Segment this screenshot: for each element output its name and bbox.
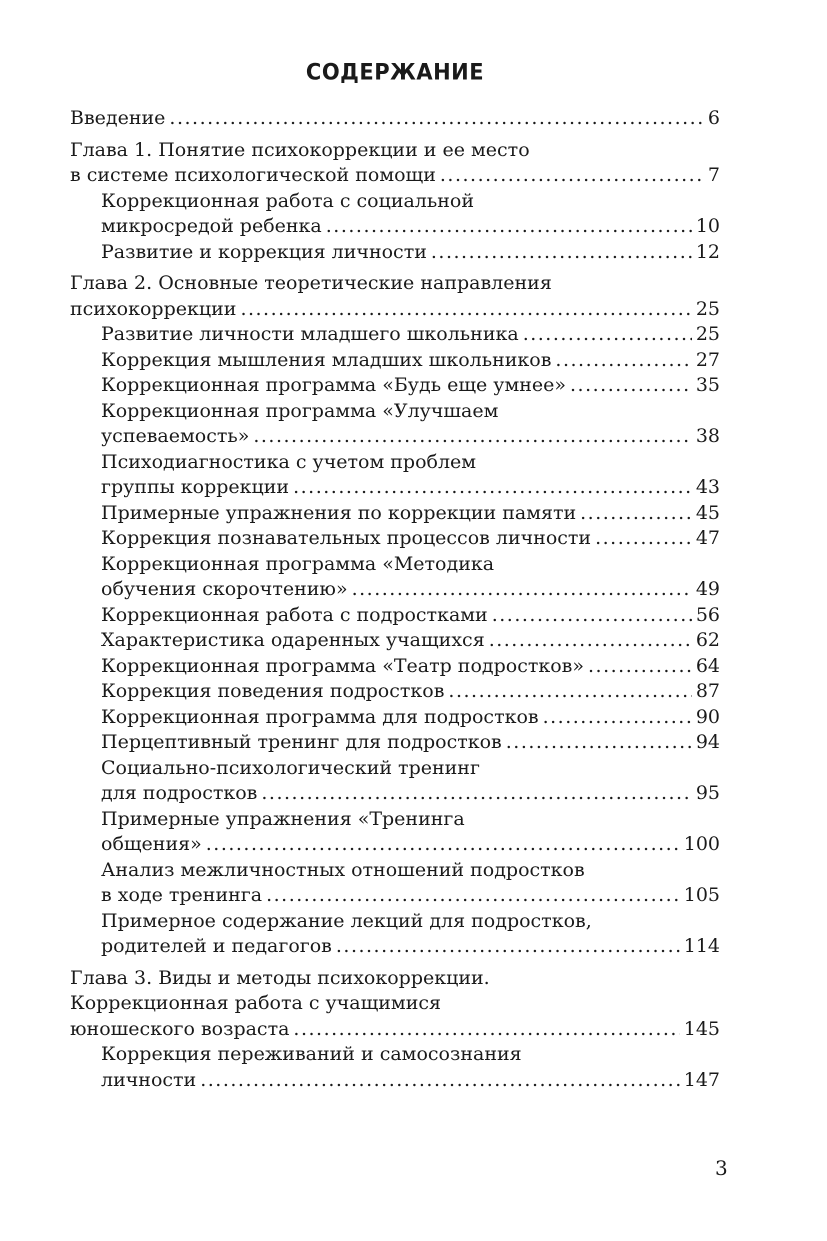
toc-entry-title-line: Примерные упражнения «Тренинга	[101, 807, 465, 830]
toc-entry[interactable]	[70, 858, 720, 909]
toc-entry-title: Введение	[70, 107, 166, 129]
toc-entry-title: Коррекционная программа «Будь еще умнее»	[101, 374, 566, 396]
toc-entry-title: Развитие и коррекция личности	[101, 240, 427, 263]
dot-leader	[431, 240, 692, 266]
toc-entry[interactable]	[70, 679, 720, 705]
dot-leader	[595, 526, 692, 552]
toc-entry-title-line: Коррекционная программа «Методика	[101, 552, 495, 575]
dot-leader	[440, 163, 704, 189]
toc-entry[interactable]	[70, 501, 720, 527]
toc-entry-title-line: Коррекционная работа с учащимися	[70, 992, 441, 1014]
toc-entry-title: Коррекция познавательных процессов личности	[101, 527, 592, 549]
toc-page-number: 38	[695, 425, 720, 447]
toc-page-number: 95	[695, 782, 720, 804]
toc-entry[interactable]	[70, 628, 720, 654]
table-of-contents	[70, 106, 720, 1093]
toc-entry-title: Коррекционная программа «Театр подростков»	[101, 654, 584, 677]
toc-page-number: 145	[683, 1017, 720, 1040]
toc-entry-title-line: Социально-психологический тренинг	[101, 756, 480, 779]
toc-entry[interactable]	[70, 240, 720, 266]
toc-page-number: 6	[707, 107, 720, 129]
toc-page-number: 7	[707, 164, 720, 186]
dot-leader	[336, 934, 680, 960]
toc-entry-title: обучения скорочтению»	[101, 578, 348, 600]
dot-leader	[326, 214, 692, 240]
toc-entry-title: для подростков	[101, 782, 258, 804]
toc-page-number: 94	[695, 731, 720, 753]
dot-leader	[293, 475, 692, 501]
toc-entry-title: общения»	[101, 833, 202, 855]
dot-leader	[240, 297, 691, 323]
toc-entry[interactable]	[70, 756, 720, 807]
toc-page-number: 45	[695, 501, 720, 524]
dot-leader	[523, 322, 692, 348]
toc-entry[interactable]	[70, 373, 720, 399]
page-title: СОДЕРЖАНИЕ	[305, 59, 485, 85]
toc-entry[interactable]	[70, 966, 720, 1043]
toc-entry-title: Перцептивный тренинг для подростков	[101, 731, 502, 753]
toc-entry[interactable]	[70, 552, 720, 603]
toc-entry-title-line: Примерное содержание лекций для подростков,	[101, 909, 592, 932]
toc-entry-title: Примерные упражнения по коррекции памяти	[101, 501, 577, 524]
toc-entry-title: успеваемость»	[101, 425, 250, 447]
dot-leader	[261, 781, 691, 807]
toc-page-number: 25	[695, 323, 720, 345]
page-number: 3	[715, 1156, 728, 1180]
dot-leader	[253, 424, 691, 450]
toc-entry-title-line: Глава 2. Основные теоретические направления	[70, 272, 552, 294]
dot-leader	[570, 373, 692, 399]
dot-leader	[200, 1068, 680, 1094]
toc-entry-title: психокоррекции	[70, 297, 237, 320]
dot-leader	[352, 577, 692, 603]
toc-page-number: 100	[683, 833, 720, 855]
toc-entry-title: Коррекционная работа с подростками	[101, 603, 488, 626]
toc-page-number: 43	[695, 476, 720, 498]
toc-entry-title: Коррекция поведения подростков	[101, 680, 445, 702]
toc-entry-title-line: Глава 1. Понятие психокоррекции и ее место	[70, 138, 530, 161]
toc-entry[interactable]	[70, 399, 720, 450]
toc-page	[70, 52, 720, 1093]
toc-entry-title: Развитие личности младшего школьника	[101, 323, 519, 345]
toc-entry-title: в ходе тренинга	[101, 884, 263, 906]
toc-entry-title: Коррекционная программа для подростков	[101, 705, 539, 728]
toc-entry[interactable]	[70, 450, 720, 501]
toc-entry[interactable]	[70, 705, 720, 731]
toc-entry-title-line: Глава 3. Виды и методы психокоррекции.	[70, 966, 490, 989]
toc-entry[interactable]	[70, 138, 720, 189]
toc-page-number: 49	[695, 578, 720, 600]
dot-leader	[169, 106, 703, 132]
toc-entry[interactable]	[70, 106, 720, 132]
toc-entry[interactable]	[70, 189, 720, 240]
toc-entry-title-line: Коррекция переживаний и самосознания	[101, 1043, 522, 1065]
toc-page-number: 105	[683, 884, 720, 906]
dot-leader	[448, 679, 691, 705]
toc-entry-title: в системе психологической помощи	[70, 164, 436, 186]
toc-entry-title: личности	[101, 1068, 197, 1091]
toc-page-number: 90	[695, 705, 720, 728]
toc-page-number: 114	[683, 935, 720, 957]
dot-leader	[266, 883, 680, 909]
toc-page-number: 56	[695, 603, 720, 626]
dot-leader	[543, 705, 692, 731]
toc-entry[interactable]	[70, 603, 720, 629]
toc-entry[interactable]	[70, 1042, 720, 1093]
dot-leader	[206, 832, 680, 858]
toc-page-number: 27	[695, 348, 720, 371]
toc-entry-title-line: Анализ межличностных отношений подростков	[101, 858, 585, 881]
toc-entry[interactable]	[70, 271, 720, 322]
toc-page-number: 10	[695, 215, 720, 237]
dot-leader	[489, 628, 692, 654]
toc-page-number: 87	[695, 680, 720, 702]
toc-entry-title: микросредой ребенка	[101, 215, 322, 237]
dot-leader	[588, 654, 692, 680]
toc-entry-title: юношеского возраста	[70, 1017, 290, 1040]
toc-entry-title-line: Коррекционная программа «Улучшаем	[101, 399, 499, 422]
toc-page-number: 35	[695, 374, 720, 396]
toc-page-number: 147	[683, 1068, 720, 1091]
toc-entry-title: родителей и педагогов	[101, 935, 332, 957]
dot-leader	[506, 730, 692, 756]
toc-page-number: 64	[695, 654, 720, 677]
toc-entry[interactable]	[70, 526, 720, 552]
toc-entry-title: Коррекция мышления младших школьников	[101, 348, 552, 371]
toc-entry[interactable]	[70, 909, 720, 960]
toc-entry-title-line: Психодиагностика с учетом проблем	[101, 450, 477, 473]
dot-leader	[492, 603, 692, 629]
toc-page-number: 47	[695, 527, 720, 549]
toc-page-number: 62	[695, 629, 720, 651]
toc-entry[interactable]	[70, 348, 720, 374]
toc-entry-title: Характеристика одаренных учащихся	[101, 629, 485, 651]
dot-leader	[580, 501, 692, 527]
toc-entry-title-line: Коррекционная работа с социальной	[101, 189, 474, 212]
dot-leader	[293, 1017, 679, 1043]
toc-entry[interactable]	[70, 730, 720, 756]
toc-entry[interactable]	[70, 807, 720, 858]
toc-page-number: 12	[695, 240, 720, 263]
toc-entry[interactable]	[70, 654, 720, 680]
toc-page-number: 25	[695, 297, 720, 320]
dot-leader	[555, 348, 691, 374]
toc-entry-title: группы коррекции	[101, 476, 290, 498]
toc-entry[interactable]	[70, 322, 720, 348]
